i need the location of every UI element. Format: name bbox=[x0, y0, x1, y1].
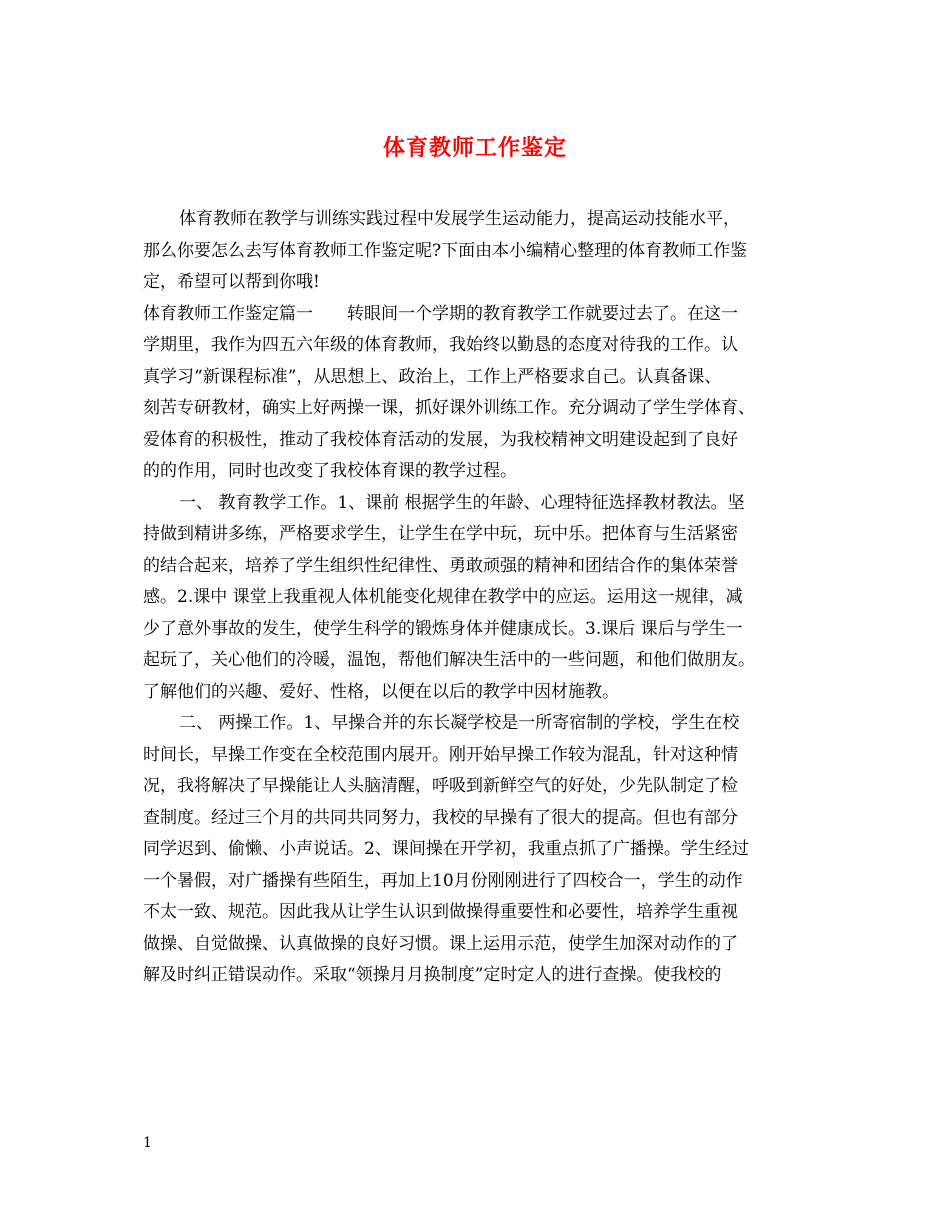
body-line: 爱体育的积极性，推动了我校体育活动的发展，为我校精神文明建设起到了良好 bbox=[143, 429, 738, 450]
body-line: 定，希望可以帮到你哦! bbox=[143, 272, 320, 292]
body-line: 同学迟到、偷懒、小声说话。2、课间操在开学初，我重点抓了广播操。学生经过 bbox=[143, 839, 749, 859]
body-line: 时间长，早操工作变在全校范围内展开。刚开始早操工作较为混乱，针对这种情 bbox=[143, 744, 738, 765]
body-line: 查制度。经过三个月的共同共同努力，我校的早操有了很大的提高。但也有部分 bbox=[143, 807, 738, 828]
body-line: 那么你要怎么去写体育教师工作鉴定呢?下面由本小编精心整理的体育教师工作鉴 bbox=[143, 240, 748, 261]
body-line: 了解他们的兴趣、爱好、性格，以便在以后的教学中因材施教。 bbox=[143, 681, 619, 702]
page-number: 1 bbox=[143, 1135, 152, 1151]
body-line: 感。2.课中 课堂上我重视人体机能变化规律在教学中的应运。运用这一规律，减 bbox=[143, 587, 743, 607]
document-body bbox=[143, 204, 813, 992]
body-line: 做操、自觉做操、认真做操的良好习惯。课上运用示范，使学生加深对动作的了 bbox=[143, 933, 738, 954]
body-line: 起玩了，关心他们的冷暖，温饱，帮他们解决生活中的一些问题，和他们做朋友。 bbox=[143, 650, 755, 670]
body-line: 真学习“新课程标准”，从思想上、政治上，工作上严格要求自己。认真备课、 bbox=[143, 366, 722, 387]
document-title: 体育教师工作鉴定 bbox=[382, 135, 567, 161]
body-line: 二、 两操工作。1、早操合并的东长凝学校是一所寄宿制的学校，学生在校 bbox=[179, 713, 740, 733]
body-line: 刻苦专研教材，确实上好两操一课，抓好课外训练工作。充分调动了学生学体育、 bbox=[143, 398, 755, 418]
body-line: 况，我将解决了早操能让人头脑清醒，呼吸到新鲜空气的好处，少先队制定了检 bbox=[143, 776, 738, 796]
body-line: 一、 教育教学工作。1、课前 根据学生的年龄、心理特征选择教材教法。坚 bbox=[179, 492, 745, 513]
body-line: 一个暑假，对广播操有些陌生，再加上10月份刚刚进行了四校合一，学生的动作 bbox=[143, 870, 743, 891]
body-line: 学期里，我作为四五六年级的体育教师，我始终以勤恳的态度对待我的工作。认 bbox=[143, 335, 738, 355]
body-line: 的结合起来，培养了学生组织性纪律性、勇敢顽强的精神和团结合作的集体荣誉 bbox=[143, 555, 738, 576]
body-line: 不太一致、规范。因此我从让学生认识到做操得重要性和必要性，培养学生重视 bbox=[143, 902, 738, 922]
body-line: 体育教师在教学与训练实践过程中发展学生运动能力，提高运动技能水平， bbox=[179, 209, 740, 229]
body-line: 少了意外事故的发生，使学生科学的锻炼身体并健康成长。3.课后 课后与学生一 bbox=[143, 618, 743, 639]
body-line: 持做到精讲多练，严格要求学生，让学生在学中玩，玩中乐。把体育与生活紧密 bbox=[143, 524, 738, 544]
body-line: 解及时纠正错误动作。采取“领操月月换制度”定时定人的进行查操。使我校的 bbox=[143, 965, 722, 985]
body-line: 体育教师工作鉴定篇一 转眼间一个学期的教育教学工作就要过去了。在这一 bbox=[143, 303, 738, 324]
body-line: 的的作用，同时也改变了我校体育课的教学过程。 bbox=[143, 461, 517, 481]
